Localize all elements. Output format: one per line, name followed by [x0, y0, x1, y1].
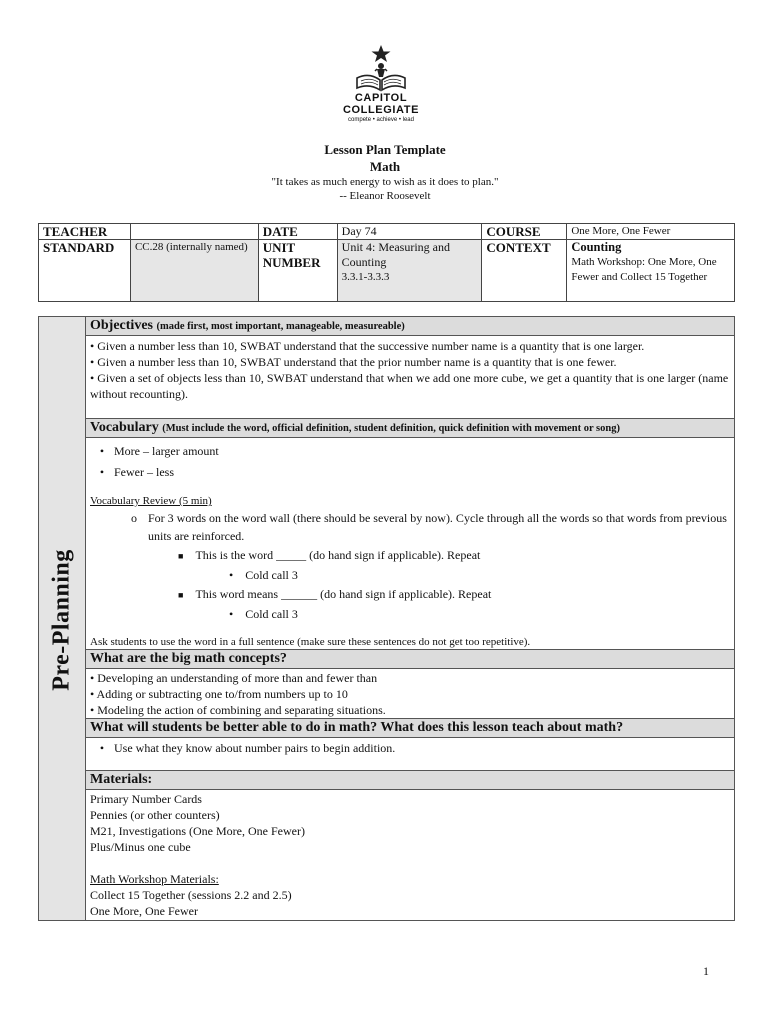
logo-name-line1: CAPITOL [354, 92, 408, 104]
objectives-note: (made first, most important, manageable, measureable) [156, 321, 405, 332]
pre-planning-content [86, 317, 734, 920]
quote-author: -- Eleanor Roosevelt [339, 190, 431, 202]
concepts-list [90, 670, 730, 718]
context-title: Counting [571, 240, 622, 254]
objectives-list [90, 338, 730, 402]
review-step-2: ■ This word means ______ (do hand sign if applicable). Repeat [178, 587, 492, 601]
objectives-title: Objectives [90, 318, 153, 333]
objectives-heading-row [86, 317, 734, 336]
review-step-1-sub: • Cold call 3 [229, 568, 298, 582]
vocabulary-list [90, 441, 730, 483]
concept-item: • Modeling the action of combining and separating situations. [90, 703, 386, 717]
teacher-value [130, 224, 258, 240]
concepts-body [86, 669, 734, 719]
vocabulary-note: (Must include the word, official definition, student definition, quick definition with movement or song) [162, 423, 620, 434]
school-logo [336, 44, 426, 124]
teacher-label: TEACHER [39, 224, 131, 240]
vocabulary-heading-row [86, 419, 734, 438]
ability-item: • Use what they know about number pairs to begin addition. [90, 740, 730, 756]
pre-planning-section [38, 316, 735, 921]
date-label: DATE [258, 224, 337, 240]
vocabulary-title: Vocabulary [90, 420, 159, 435]
bullet-icon: • [99, 741, 105, 755]
material-item: Plus/Minus one cube [90, 840, 191, 854]
square-bullet-icon: ■ [178, 551, 184, 561]
standard-label: STANDARD [39, 240, 131, 302]
abilities-heading: What will students be better able to do in math? What does this lesson teach about math? [90, 720, 624, 735]
pre-planning-label: Pre-Planning [48, 549, 75, 691]
vocabulary-closing: Ask students to use the word in a full sentence (make sure these sentences do not get too repetitive). [90, 636, 531, 648]
concept-item: • Developing an understanding of more than and fewer than [90, 671, 378, 685]
context-cell [567, 240, 735, 302]
course-label: COURSE [482, 224, 567, 240]
review-step-1: ■ This is the word _____ (do hand sign if applicable). Repeat [178, 548, 481, 562]
unit-value: Unit 4: Measuring and Counting [341, 240, 450, 269]
abilities-body [86, 738, 734, 771]
vocabulary-item: • More – larger amount [90, 441, 730, 462]
date-value: Day 74 [337, 224, 482, 240]
course-value: One More, One Fewer [567, 224, 735, 240]
unit-label: UNIT NUMBER [258, 240, 337, 302]
capitol-collegiate-emblem-icon [351, 44, 411, 92]
unit-cell [337, 240, 482, 302]
document-title: Lesson Plan Template [324, 142, 446, 157]
materials-heading: Materials: [90, 772, 153, 787]
bullet-icon: • [229, 568, 234, 582]
workshop-materials-title: Math Workshop Materials: [90, 872, 219, 886]
square-bullet-icon: ■ [178, 590, 184, 600]
concepts-heading: What are the big math concepts? [90, 651, 287, 666]
concept-item: • Adding or subtracting one to/from numbers up to 10 [90, 687, 348, 701]
objective-item: • Given a set of objects less than 10, SWBAT understand that when we add one more cube, we get a quantity that is one larger (name without recounting). [90, 371, 729, 401]
unit-sections: 3.3.1-3.3.3 [341, 271, 390, 283]
context-value: Math Workshop: One More, One Fewer and Collect 15 Together [571, 256, 717, 283]
bullet-icon: • [229, 607, 234, 621]
objectives-heading [90, 318, 730, 335]
vocabulary-body [86, 438, 734, 650]
vocabulary-heading [90, 420, 730, 437]
objectives-body [86, 336, 734, 419]
vocabulary-review-title: Vocabulary Review (5 min) [90, 495, 212, 507]
materials-list [90, 791, 730, 919]
workshop-material-item: Collect 15 Together (sessions 2.2 and 2.5) [90, 888, 292, 902]
materials-heading-row [86, 771, 734, 790]
material-item: Primary Number Cards [90, 792, 202, 806]
review-step-2-sub: • Cold call 3 [229, 607, 298, 621]
logo-tagline: compete • achieve • lead [348, 117, 414, 123]
bullet-icon: • [99, 444, 105, 458]
page-number: 1 [703, 964, 709, 978]
pre-planning-sidebar [39, 317, 86, 920]
bullet-icon: • [99, 465, 105, 479]
context-label: CONTEXT [482, 240, 567, 302]
abilities-heading-row [86, 719, 734, 738]
objective-item: • Given a number less than 10, SWBAT understand that the prior number name is a quantity that is one fewer. [90, 355, 617, 369]
standard-value: CC.28 (internally named) [130, 240, 258, 302]
concepts-heading-row [86, 650, 734, 669]
document-subject: Math [369, 159, 401, 174]
circle-bullet-icon: o [131, 511, 137, 525]
material-item: M21, Investigations (One More, One Fewer) [90, 824, 305, 838]
quote-text: "It takes as much energy to wish as it does to plan." [271, 176, 499, 188]
materials-body [86, 790, 734, 922]
logo-name-line2: COLLEGIATE [342, 104, 420, 116]
lesson-info-table [38, 223, 735, 302]
material-item: Pennies (or other counters) [90, 808, 220, 822]
objective-item: • Given a number less than 10, SWBAT understand that the successive number name is a quantity that is one larger. [90, 339, 645, 353]
vocabulary-review-item: o For 3 words on the word wall (there should be several by now). Cycle through all the words so that words from previous units are reinforced. [131, 511, 727, 543]
vocabulary-item: • Fewer – less [90, 462, 730, 483]
workshop-material-item: One More, One Fewer [90, 904, 198, 918]
